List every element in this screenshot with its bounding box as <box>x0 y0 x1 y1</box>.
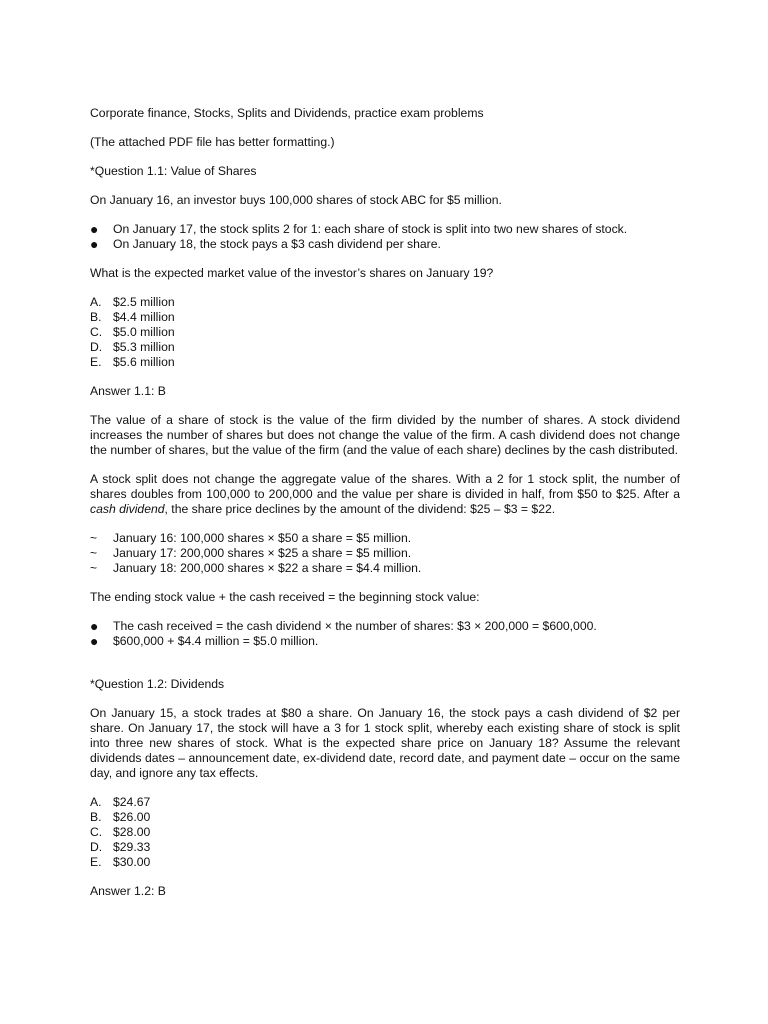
option-item <box>90 340 680 355</box>
option-letter: B. <box>90 310 102 324</box>
list-item-text: $600,000 + $4.4 million = $5.0 million. <box>113 634 319 648</box>
option-text: $2.5 million <box>113 295 175 309</box>
question-1-1-intro: On January 16, an investor buys 100,000 shares of stock ABC for $5 million. <box>90 193 502 207</box>
option-item <box>90 840 680 855</box>
option-text: $28.00 <box>113 825 151 839</box>
list-item <box>90 561 680 576</box>
emphasis-text: cash dividend <box>90 502 165 516</box>
question-1-2-paragraph: On January 15, a stock trades at $80 a share. On January 16, the stock pays a cash dividend of $2 per share. On January 17, the stock will have a 3 for 1 stock split, whereby each existing share of stock is split into three new shares of stock. What is the expected share price on January 18? Assume the relevant dividends dates – announcement date, ex-dividend date, record date, and payment date – occur on the same day, and ignore any tax effects. <box>90 706 680 780</box>
question-1-2-options <box>90 795 680 870</box>
option-item <box>90 295 680 310</box>
question-1-1-prompt: What is the expected market value of the investor’s shares on January 19? <box>90 266 494 280</box>
list-item-text: On January 18, the stock pays a $3 cash dividend per share. <box>113 237 441 251</box>
option-text: $4.4 million <box>113 310 175 324</box>
option-text: $5.0 million <box>113 325 175 339</box>
tilde-icon: ~ <box>90 531 98 545</box>
paragraph-text: , the share price declines by the amount of the dividend: $25 – $3 = $22. <box>164 502 556 516</box>
list-item-text: January 18: 200,000 shares × $22 a share = $4.4 million. <box>113 561 422 575</box>
option-item <box>90 795 680 810</box>
bullet-icon: ● <box>90 236 99 252</box>
explanation-paragraph-2 <box>90 472 680 517</box>
question-1-1-options <box>90 295 680 370</box>
option-item <box>90 355 680 370</box>
list-item <box>90 546 680 561</box>
option-letter: D. <box>90 340 103 354</box>
option-letter: D. <box>90 840 103 854</box>
question-1-1-bullets <box>90 222 680 252</box>
option-item <box>90 810 680 825</box>
option-item <box>90 325 680 340</box>
bullet-icon: ● <box>90 221 99 237</box>
option-letter: C. <box>90 325 103 339</box>
option-letter: E. <box>90 355 102 369</box>
option-text: $30.00 <box>113 855 151 869</box>
option-item <box>90 855 680 870</box>
list-item <box>90 222 680 237</box>
pdf-note: (The attached PDF file has better formatting.) <box>90 135 335 149</box>
bullet-icon: ● <box>90 618 99 634</box>
option-letter: E. <box>90 855 102 869</box>
list-item-text: January 16: 100,000 shares × $50 a share = $5 million. <box>113 531 412 545</box>
option-text: $5.3 million <box>113 340 175 354</box>
option-text: $29.33 <box>113 840 151 854</box>
option-text: $5.6 million <box>113 355 175 369</box>
list-item-text: January 17: 200,000 shares × $25 a share = $5 million. <box>113 546 412 560</box>
explanation-paragraph-1: The value of a share of stock is the value of the firm divided by the number of shares. A stock dividend increases the number of shares but does not change the value of the firm. A cash dividend does not change the number of shares, but the value of the firm (and the value of each share) declines by the cash distributed. <box>90 413 680 457</box>
ending-bullets <box>90 619 680 649</box>
list-item <box>90 531 680 546</box>
option-item <box>90 825 680 840</box>
option-letter: A. <box>90 795 102 809</box>
document-title: Corporate finance, Stocks, Splits and Dividends, practice exam problems <box>90 106 484 120</box>
list-item <box>90 634 680 649</box>
question-1-1-heading: *Question 1.1: Value of Shares <box>90 164 257 178</box>
list-item <box>90 237 680 252</box>
calculation-list <box>90 531 680 576</box>
tilde-icon: ~ <box>90 561 98 575</box>
section-spacer <box>90 663 680 677</box>
answer-1-1: Answer 1.1: B <box>90 384 166 398</box>
question-1-2-heading: *Question 1.2: Dividends <box>90 677 225 691</box>
option-letter: B. <box>90 810 102 824</box>
ending-statement: The ending stock value + the cash received = the beginning stock value: <box>90 590 480 604</box>
option-letter: A. <box>90 295 102 309</box>
answer-1-2: Answer 1.2: B <box>90 884 166 898</box>
list-item <box>90 619 680 634</box>
list-item-text: On January 17, the stock splits 2 for 1: each share of stock is split into two new shares of stock. <box>113 222 628 236</box>
option-text: $26.00 <box>113 810 151 824</box>
tilde-icon: ~ <box>90 546 98 560</box>
option-item <box>90 310 680 325</box>
list-item-text: The cash received = the cash dividend × the number of shares: $3 × 200,000 = $600,000. <box>113 619 597 633</box>
paragraph-text: A stock split does not change the aggregate value of the shares. With a 2 for 1 stock split, the number of shares doubles from 100,000 to 200,000 and the value per share is divided in half, from $50 to $25. After a <box>90 472 680 501</box>
option-letter: C. <box>90 825 103 839</box>
bullet-icon: ● <box>90 633 99 649</box>
option-text: $24.67 <box>113 795 151 809</box>
